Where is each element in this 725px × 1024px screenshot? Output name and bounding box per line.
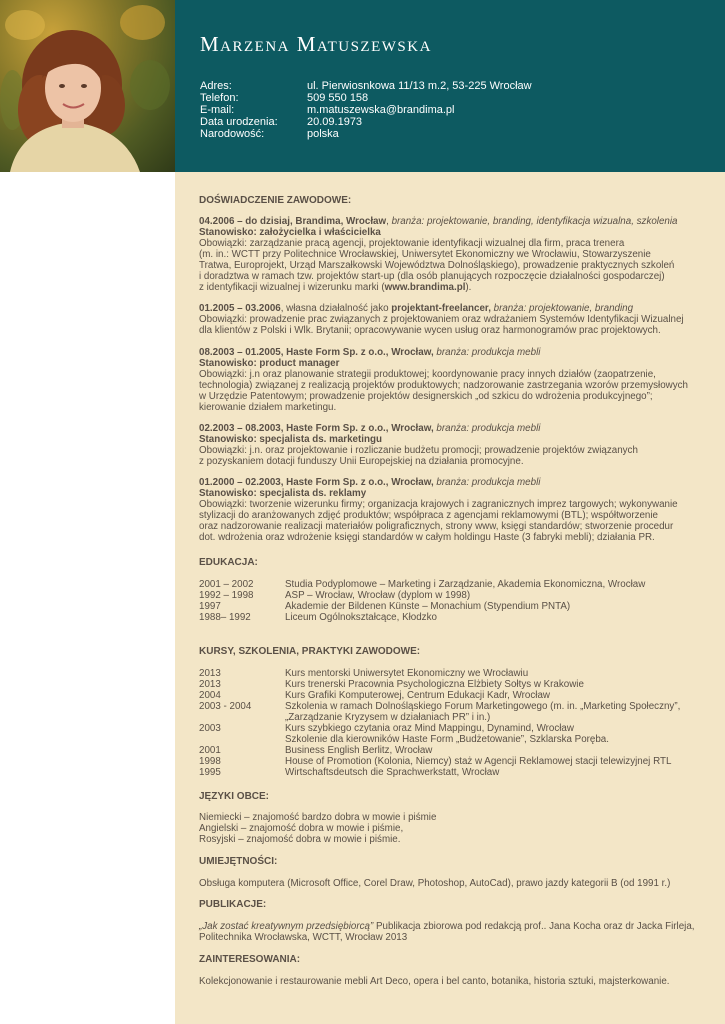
job-desc-line: Obowiązki: j.n oraz planowanie strategii produktowej; koordynowanie pracy innych działów (zaopatrzenie, [199, 369, 656, 380]
job-position: Stanowisko: specjalista ds. reklamy [199, 488, 367, 499]
job-desc-line: z pozyskaniem dotacji funduszy Unii Europejskiej na działania promocyjne. [199, 456, 524, 467]
section-heading-skills: UMIEJĘTNOŚCI: [199, 856, 278, 867]
edu-desc: Studia Podyplomowe – Marketing i Zarządzanie, Akademia Ekonomiczna, Wrocław [285, 579, 646, 590]
edu-years: 1988– 1992 [199, 612, 251, 623]
job-title-line: 04.2006 – do dzisiaj, Brandima, Wrocław, branża: projektowanie, branding, identyfikacja wizualna, szkolenia [199, 216, 678, 227]
info-label: Adres: [200, 80, 232, 92]
language-line: Rosyjski – znajomość dobra w mowie i piśmie. [199, 834, 401, 845]
info-label: E-mail: [200, 104, 235, 116]
skills-text: Obsługa komputera (Microsoft Office, Corel Draw, Photoshop, AutoCad), prawo jazdy kategorii B (od 1991 r.) [199, 878, 671, 889]
job-desc-line: technologia) związanej z realizacją projektów produktowych; nadzorowanie zastrzegania wzorów przemysłowych [199, 380, 688, 391]
email-link[interactable]: m.matuszewska@brandima.pl [307, 104, 455, 116]
job-position: Stanowisko: specjalista ds. marketingu [199, 434, 382, 445]
edu-years: 1997 [199, 601, 221, 612]
course-desc: House of Promotion (Kolonia, Niemcy) staż w Agencji Reklamowej stacji telewizyjnej RTL [285, 756, 672, 767]
job-desc-line: (m. in.: WCTT przy Politechnice Wrocławskiej, Uniwersytet Ekonomiczny we Wrocławiu, Stowarzyszenie [199, 249, 651, 260]
section-heading-courses: KURSY, SZKOLENIA, PRAKTYKI ZAWODOWE: [199, 646, 421, 657]
job-desc-line: Tratwa, Europrojekt, Urząd Marszałkowski Województwa Dolnośląskiego), prowadzenie praktycznych szkoleń [199, 260, 675, 271]
course-years: 2001 [199, 745, 221, 756]
section-heading-languages: JĘZYKI OBCE: [199, 791, 270, 802]
course-desc: Kurs trenerski Pracownia Psychologiczna Elżbiety Sołtys w Krakowie [285, 679, 584, 690]
course-desc: „Zarządzanie Kryzysem w działaniach PR” i in.) [285, 712, 491, 723]
interests-text: Kolekcjonowanie i restaurowanie mebli Art Deco, opera i bel canto, botanika, historia sztuki, majsterkowanie. [199, 976, 670, 987]
edu-desc: Liceum Ogólnokształcące, Kłodzko [285, 612, 437, 623]
edu-years: 1992 – 1998 [199, 590, 254, 601]
course-years: 2013 [199, 679, 221, 690]
job-position: Stanowisko: założycielka i właścicielka [199, 227, 381, 238]
course-desc: Szkolenie dla kierowników Haste Form „Budżetowanie”, Szklarska Poręba. [285, 734, 609, 745]
course-desc: Business English Berlitz, Wrocław [285, 745, 433, 756]
job-desc-line: kierowanie działem marketingu. [199, 402, 337, 413]
language-line: Niemiecki – znajomość bardzo dobra w mowie i piśmie [199, 812, 437, 823]
job-desc-line: Obowiązki: j.n. oraz projektowanie i rozliczanie budżetu promocji; prowadzenie projektów związanych [199, 445, 638, 456]
course-years: 1998 [199, 756, 221, 767]
info-label: Data urodzenia: [200, 116, 278, 128]
course-desc: Wirtschaftsdeutsch die Sprachwerkstatt, Wrocław [285, 767, 500, 778]
person-name: Marzena Matuszewska [200, 32, 432, 56]
language-line: Angielski – znajomość dobra w mowie i piśmie, [199, 823, 404, 834]
course-desc: Szkolenia w ramach Dolnośląskiego Forum Marketingowego (m. in. „Marketing Społeczny”, [285, 701, 681, 712]
course-years: 2003 [199, 723, 221, 734]
edu-years: 2001 – 2002 [199, 579, 254, 590]
course-years: 1995 [199, 767, 221, 778]
info-email [200, 104, 455, 116]
job-title-line: 01.2000 – 02.2003, Haste Form Sp. z o.o., Wrocław, branża: produkcja mebli [199, 477, 541, 488]
course-years: 2004 [199, 690, 221, 701]
info-value: ul. Pierwiosnkowa 11/13 m.2, 53-225 Wrocław [307, 80, 532, 92]
job-desc-line: Obowiązki: tworzenie wizerunku firmy; organizacja krajowych i zagranicznych imprez targowych; wykonywanie [199, 499, 678, 510]
cv-body [175, 172, 725, 1024]
course-years: 2013 [199, 668, 221, 679]
job-desc-line: i doradztwa w ramach tzw. projektów start-up (dla osób planujących rozpoczęcie działalności gospodarczej) [199, 271, 665, 282]
publication-line: Politechnika Wrocławska, WCTT, Wrocław 2013 [199, 932, 408, 943]
header-banner [175, 0, 725, 172]
portrait-figure [0, 0, 175, 172]
job-desc-line: dla klientów z Polski i Wlk. Brytanii; opracowywanie wycen usług oraz harmonogramów prac projektowych. [199, 325, 661, 336]
job-desc-line: Obowiązki: prowadzenie prac związanych z projektowaniem oraz wdrażaniem Systemów Identyfikacji Wizualnej [199, 314, 684, 325]
job-title-line: 08.2003 – 01.2005, Haste Form Sp. z o.o., Wrocław, branża: produkcja mebli [199, 347, 541, 358]
info-address [200, 80, 532, 92]
job-desc-line: Obowiązki: zarządzanie pracą agencji, projektowanie identyfikacji wizualnej dla firm, praca trenera [199, 238, 625, 249]
job-title-line: 02.2003 – 08.2003, Haste Form Sp. z o.o., Wrocław, branża: produkcja mebli [199, 423, 541, 434]
job-desc-line: dot. wdrożenia oraz wdrożenie księgi standardów w całym holdingu Haste (3 fabryki mebli); działania PR. [199, 532, 655, 543]
course-years: 2003 - 2004 [199, 701, 252, 712]
info-birthdate [200, 116, 362, 128]
section-heading-interests: ZAINTERESOWANIA: [199, 954, 301, 965]
info-label: Telefon: [200, 92, 239, 104]
publication-line: „Jak zostać kreatywnym przedsiębiorcą” Publikacja zbiorowa pod redakcją prof.. Jana Kocha oraz dr Jacka Firleja, [199, 921, 695, 932]
edu-desc: ASP – Wrocław, Wrocław (dyplom w 1998) [285, 590, 471, 601]
section-heading-publications: PUBLIKACJE: [199, 899, 267, 910]
job-title-line: 01.2005 – 03.2006, własna działalność jako projektant-freelancer, branża: projektowanie, branding [199, 303, 634, 314]
info-label: Narodowość: [200, 128, 265, 140]
job-desc-line: stylizacji do aranżowanych zdjęć produktów; współpraca z agencjami reklamowymi (BTL); współtworzenie [199, 510, 659, 521]
job-desc-line: oraz nadzorowanie realizacji materiałów poligraficznych, strony www, księgi standardów; stworzenie procedur [199, 521, 674, 532]
job-desc-line: w Urzędzie Patentowym; prowadzenie projektów designerskich „od szkicu do wdrożenia produkcyjnego”; [199, 391, 653, 402]
website-link[interactable]: www.brandima.pl [384, 282, 466, 293]
info-value: polska [307, 128, 339, 140]
info-nationality [200, 128, 339, 140]
profile-photo [0, 0, 175, 172]
info-value: 509 550 158 [307, 92, 369, 104]
section-heading-education: EDUKACJA: [199, 557, 258, 568]
info-phone [200, 92, 368, 104]
job-desc-line: z identyfikacji wizualnej i wizerunku marki (www.brandima.pl). [199, 282, 472, 293]
info-value: 20.09.1973 [307, 116, 363, 128]
course-desc: Kurs szybkiego czytania oraz Mind Mappingu, Dynamind, Wrocław [285, 723, 574, 734]
course-desc: Kurs mentorski Uniwersytet Ekonomiczny we Wrocławiu [285, 668, 529, 679]
course-desc: Kurs Grafiki Komputerowej, Centrum Edukacji Kadr, Wrocław [285, 690, 550, 701]
section-heading-experience: DOŚWIADCZENIE ZAWODOWE: [199, 195, 352, 206]
job-position: Stanowisko: product manager [199, 358, 340, 369]
edu-desc: Akademie der Bildenen Künste – Monachium (Stypendium PNTA) [285, 601, 571, 612]
